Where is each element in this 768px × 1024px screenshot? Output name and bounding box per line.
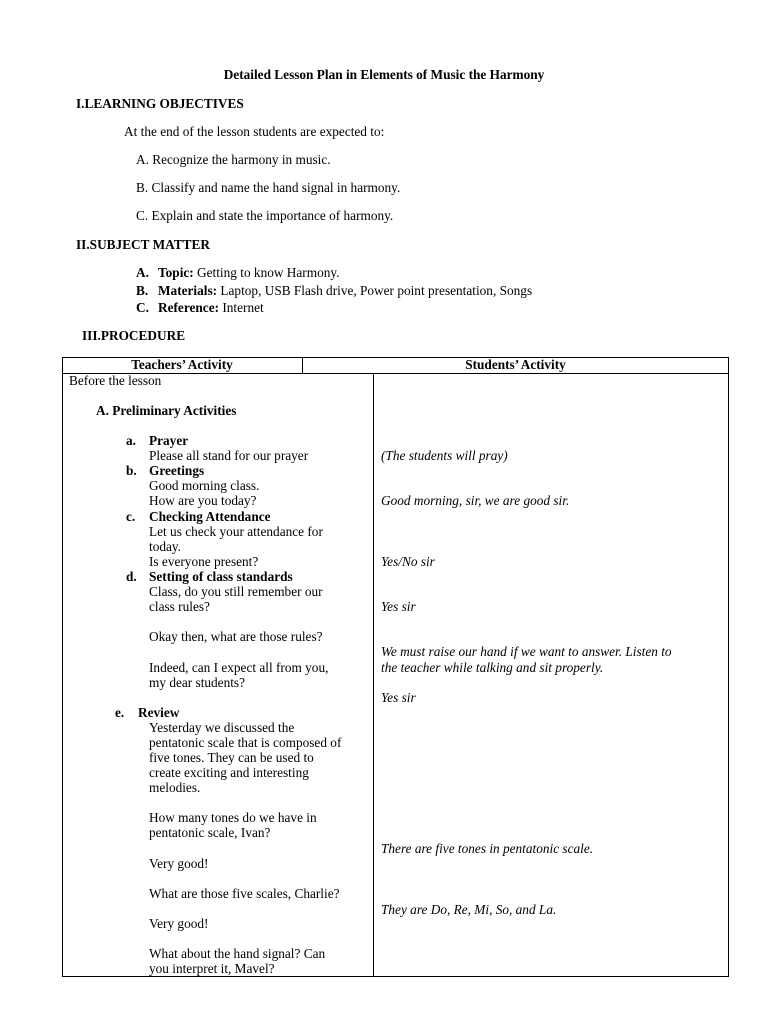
teacher-line: How are you today? [149, 493, 257, 508]
student-response: Yes sir [381, 690, 416, 705]
activity-letter: e. [115, 705, 125, 720]
subject-item-reference-text [158, 300, 264, 315]
table-column-divider [373, 373, 374, 977]
teacher-line: pentatonic scale, Ivan? [149, 825, 271, 840]
subject-item-letter: B. [136, 283, 149, 298]
student-response: We must raise our hand if we want to answer. Listen to [381, 644, 672, 659]
student-response: Good morning, sir, we are good sir. [381, 493, 570, 508]
student-response: Yes/No sir [381, 554, 435, 569]
column-header-teacher: Teachers’ Activity [131, 357, 233, 372]
teacher-line: Very good! [149, 856, 209, 871]
student-response: (The students will pray) [381, 448, 508, 463]
subject-item-materials-text [158, 283, 532, 298]
teacher-line: melodies. [149, 780, 201, 795]
teacher-line: Good morning class. [149, 478, 260, 493]
teacher-line: five tones. They can be used to [149, 750, 314, 765]
table-header-divider [62, 373, 729, 374]
teacher-line: Indeed, can I expect all from you, [149, 660, 329, 675]
subject-item-topic [136, 265, 149, 280]
subject-item-reference [136, 300, 149, 315]
subject-item-topic-text [158, 265, 339, 280]
table-border-right [728, 357, 729, 977]
document-title: Detailed Lesson Plan in Elements of Music the Harmony [223, 67, 545, 82]
subject-item-materials [136, 283, 148, 298]
teacher-line: Okay then, what are those rules? [149, 629, 323, 644]
subject-item-value: Getting to know Harmony. [193, 265, 340, 280]
subject-item-label: Materials: [158, 283, 218, 298]
activity-letter: c. [126, 509, 136, 524]
teacher-line: you interpret it, Mavel? [149, 961, 275, 976]
subject-item-letter: C. [136, 300, 149, 315]
teacher-line: Yesterday we discussed the [149, 720, 295, 735]
objective-item: A. Recognize the harmony in music. [136, 152, 331, 167]
activity-title-class-standards: Setting of class standards [149, 569, 293, 584]
subject-item-letter: A. [136, 265, 149, 280]
student-response: There are five tones in pentatonic scale. [381, 841, 594, 856]
teacher-line: pentatonic scale that is composed of [149, 735, 342, 750]
subject-item-value: Laptop, USB Flash drive, Power point presentation, Songs [217, 283, 533, 298]
before-lesson-label: Before the lesson [69, 373, 162, 388]
procedure-table [62, 357, 729, 977]
teacher-line: class rules? [149, 599, 210, 614]
teacher-line: Please all stand for our prayer [149, 448, 309, 463]
teacher-line: today. [149, 539, 182, 554]
teacher-line: Very good! [149, 916, 209, 931]
teacher-line: How many tones do we have in [149, 810, 317, 825]
subject-matter-heading: II.SUBJECT MATTER [76, 237, 210, 252]
table-border-left [62, 357, 63, 977]
teacher-line: create exciting and interesting [149, 765, 309, 780]
activity-title-review: Review [138, 705, 180, 720]
subject-item-value: Internet [219, 300, 264, 315]
activity-letter: d. [126, 569, 137, 584]
procedure-heading: III.PROCEDURE [82, 328, 186, 343]
activity-title-attendance: Checking Attendance [149, 509, 271, 524]
teacher-line: What about the hand signal? Can [149, 946, 326, 961]
student-response: They are Do, Re, Mi, So, and La. [381, 902, 557, 917]
teacher-line: Class, do you still remember our [149, 584, 323, 599]
preliminary-activities-heading: A. Preliminary Activities [96, 403, 237, 418]
teacher-line: my dear students? [149, 675, 246, 690]
activity-title-greetings: Greetings [149, 463, 205, 478]
column-header-student: Students’ Activity [465, 357, 566, 372]
teacher-line: Let us check your attendance for [149, 524, 323, 539]
teacher-line: Is everyone present? [149, 554, 259, 569]
objectives-intro: At the end of the lesson students are expected to: [124, 124, 385, 139]
teacher-line: What are those five scales, Charlie? [149, 886, 340, 901]
subject-item-label: Topic: [158, 265, 194, 280]
subject-item-label: Reference: [158, 300, 220, 315]
activity-letter: a. [126, 433, 136, 448]
objective-item: B. Classify and name the hand signal in harmony. [136, 180, 401, 195]
student-response: Yes sir [381, 599, 416, 614]
activity-letter: b. [126, 463, 137, 478]
objective-item: C. Explain and state the importance of harmony. [136, 208, 394, 223]
objectives-heading: I.LEARNING OBJECTIVES [76, 96, 244, 111]
student-response: the teacher while talking and sit properly. [381, 660, 604, 675]
activity-title-prayer: Prayer [149, 433, 189, 448]
